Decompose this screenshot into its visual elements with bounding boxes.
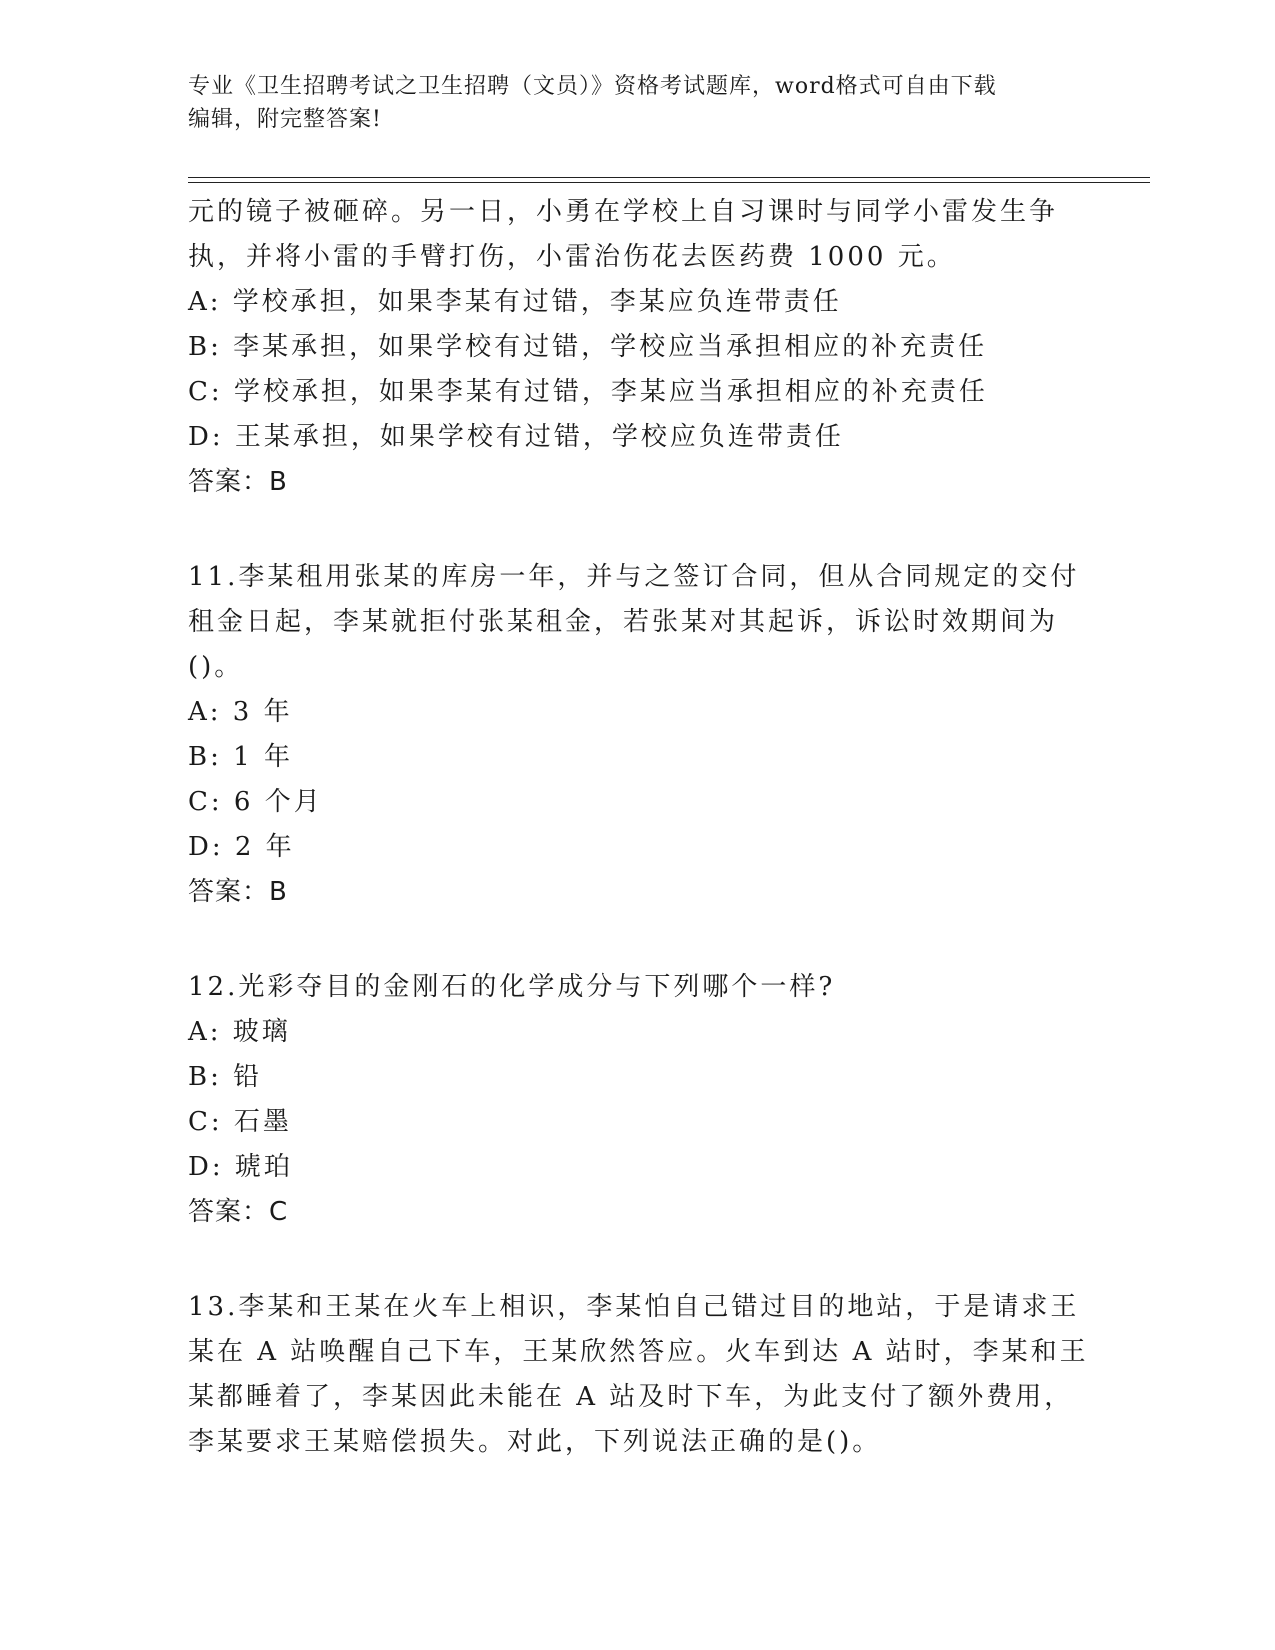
option-c: C: 学校承担，如果李某有过错，李某应当承担相应的补充责任 <box>188 377 988 407</box>
question-text-line: 某在 A 站唤醒自己下车，王某欣然答应。火车到达 A 站时，李某和王 <box>188 1337 1089 1367</box>
question-text-line: 租金日起，李某就拒付张某租金，若张某对其起诉，诉讼时效期间为 <box>188 607 1059 637</box>
answer-label: 答案：B <box>188 877 288 907</box>
question-text-line: 11.李某租用张某的库房一年，并与之签订合同，但从合同规定的交付 <box>188 562 1080 592</box>
header-line-1: 专业《卫生招聘考试之卫生招聘（文员）》资格考试题库，word格式可自由下载 <box>188 74 997 99</box>
option-d: D: 2 年 <box>188 832 295 862</box>
question-text-line: 13.李某和王某在火车上相识，李某怕自己错过目的地站，于是请求王 <box>188 1292 1080 1322</box>
option-b: B: 铅 <box>188 1062 263 1092</box>
option-b: B: 1 年 <box>188 742 293 772</box>
question-text-line: ()。 <box>188 652 244 682</box>
question-text-line: 12.光彩夺目的金刚石的化学成分与下列哪个一样? <box>188 972 836 1002</box>
question-12 <box>188 965 1088 1235</box>
page-header <box>188 70 1088 136</box>
header-rule-bottom <box>188 182 1150 183</box>
option-b: B: 李某承担，如果学校有过错，学校应当承担相应的补充责任 <box>188 332 988 362</box>
question-10-continued <box>188 190 1088 505</box>
spacer <box>188 505 1088 555</box>
spacer <box>188 915 1088 965</box>
document-body <box>188 190 1088 1465</box>
option-d: D: 王某承担，如果学校有过错，学校应负连带责任 <box>188 422 844 452</box>
answer-label: 答案：B <box>188 467 288 497</box>
question-13 <box>188 1285 1088 1465</box>
option-a: A: 玻璃 <box>188 1017 291 1047</box>
header-rule-top <box>188 177 1150 178</box>
answer-label: 答案：C <box>188 1197 289 1227</box>
option-a: A: 学校承担，如果李某有过错，李某应负连带责任 <box>188 287 842 317</box>
header-line-2: 编辑，附完整答案! <box>188 107 382 132</box>
question-text-line: 执，并将小雷的手臂打伤，小雷治伤花去医药费 1000 元。 <box>188 242 956 272</box>
question-text-line: 李某要求王某赔偿损失。对此，下列说法正确的是()。 <box>188 1427 882 1457</box>
question-text-line: 元的镜子被砸碎。另一日，小勇在学校上自习课时与同学小雷发生争 <box>188 197 1059 227</box>
option-c: C: 石墨 <box>188 1107 292 1137</box>
question-text-line: 某都睡着了，李某因此未能在 A 站及时下车，为此支付了额外费用， <box>188 1382 1074 1412</box>
option-a: A: 3 年 <box>188 697 293 727</box>
option-c: C: 6 个月 <box>188 787 323 817</box>
question-11 <box>188 555 1088 915</box>
spacer <box>188 1235 1088 1285</box>
option-d: D: 琥珀 <box>188 1152 293 1182</box>
